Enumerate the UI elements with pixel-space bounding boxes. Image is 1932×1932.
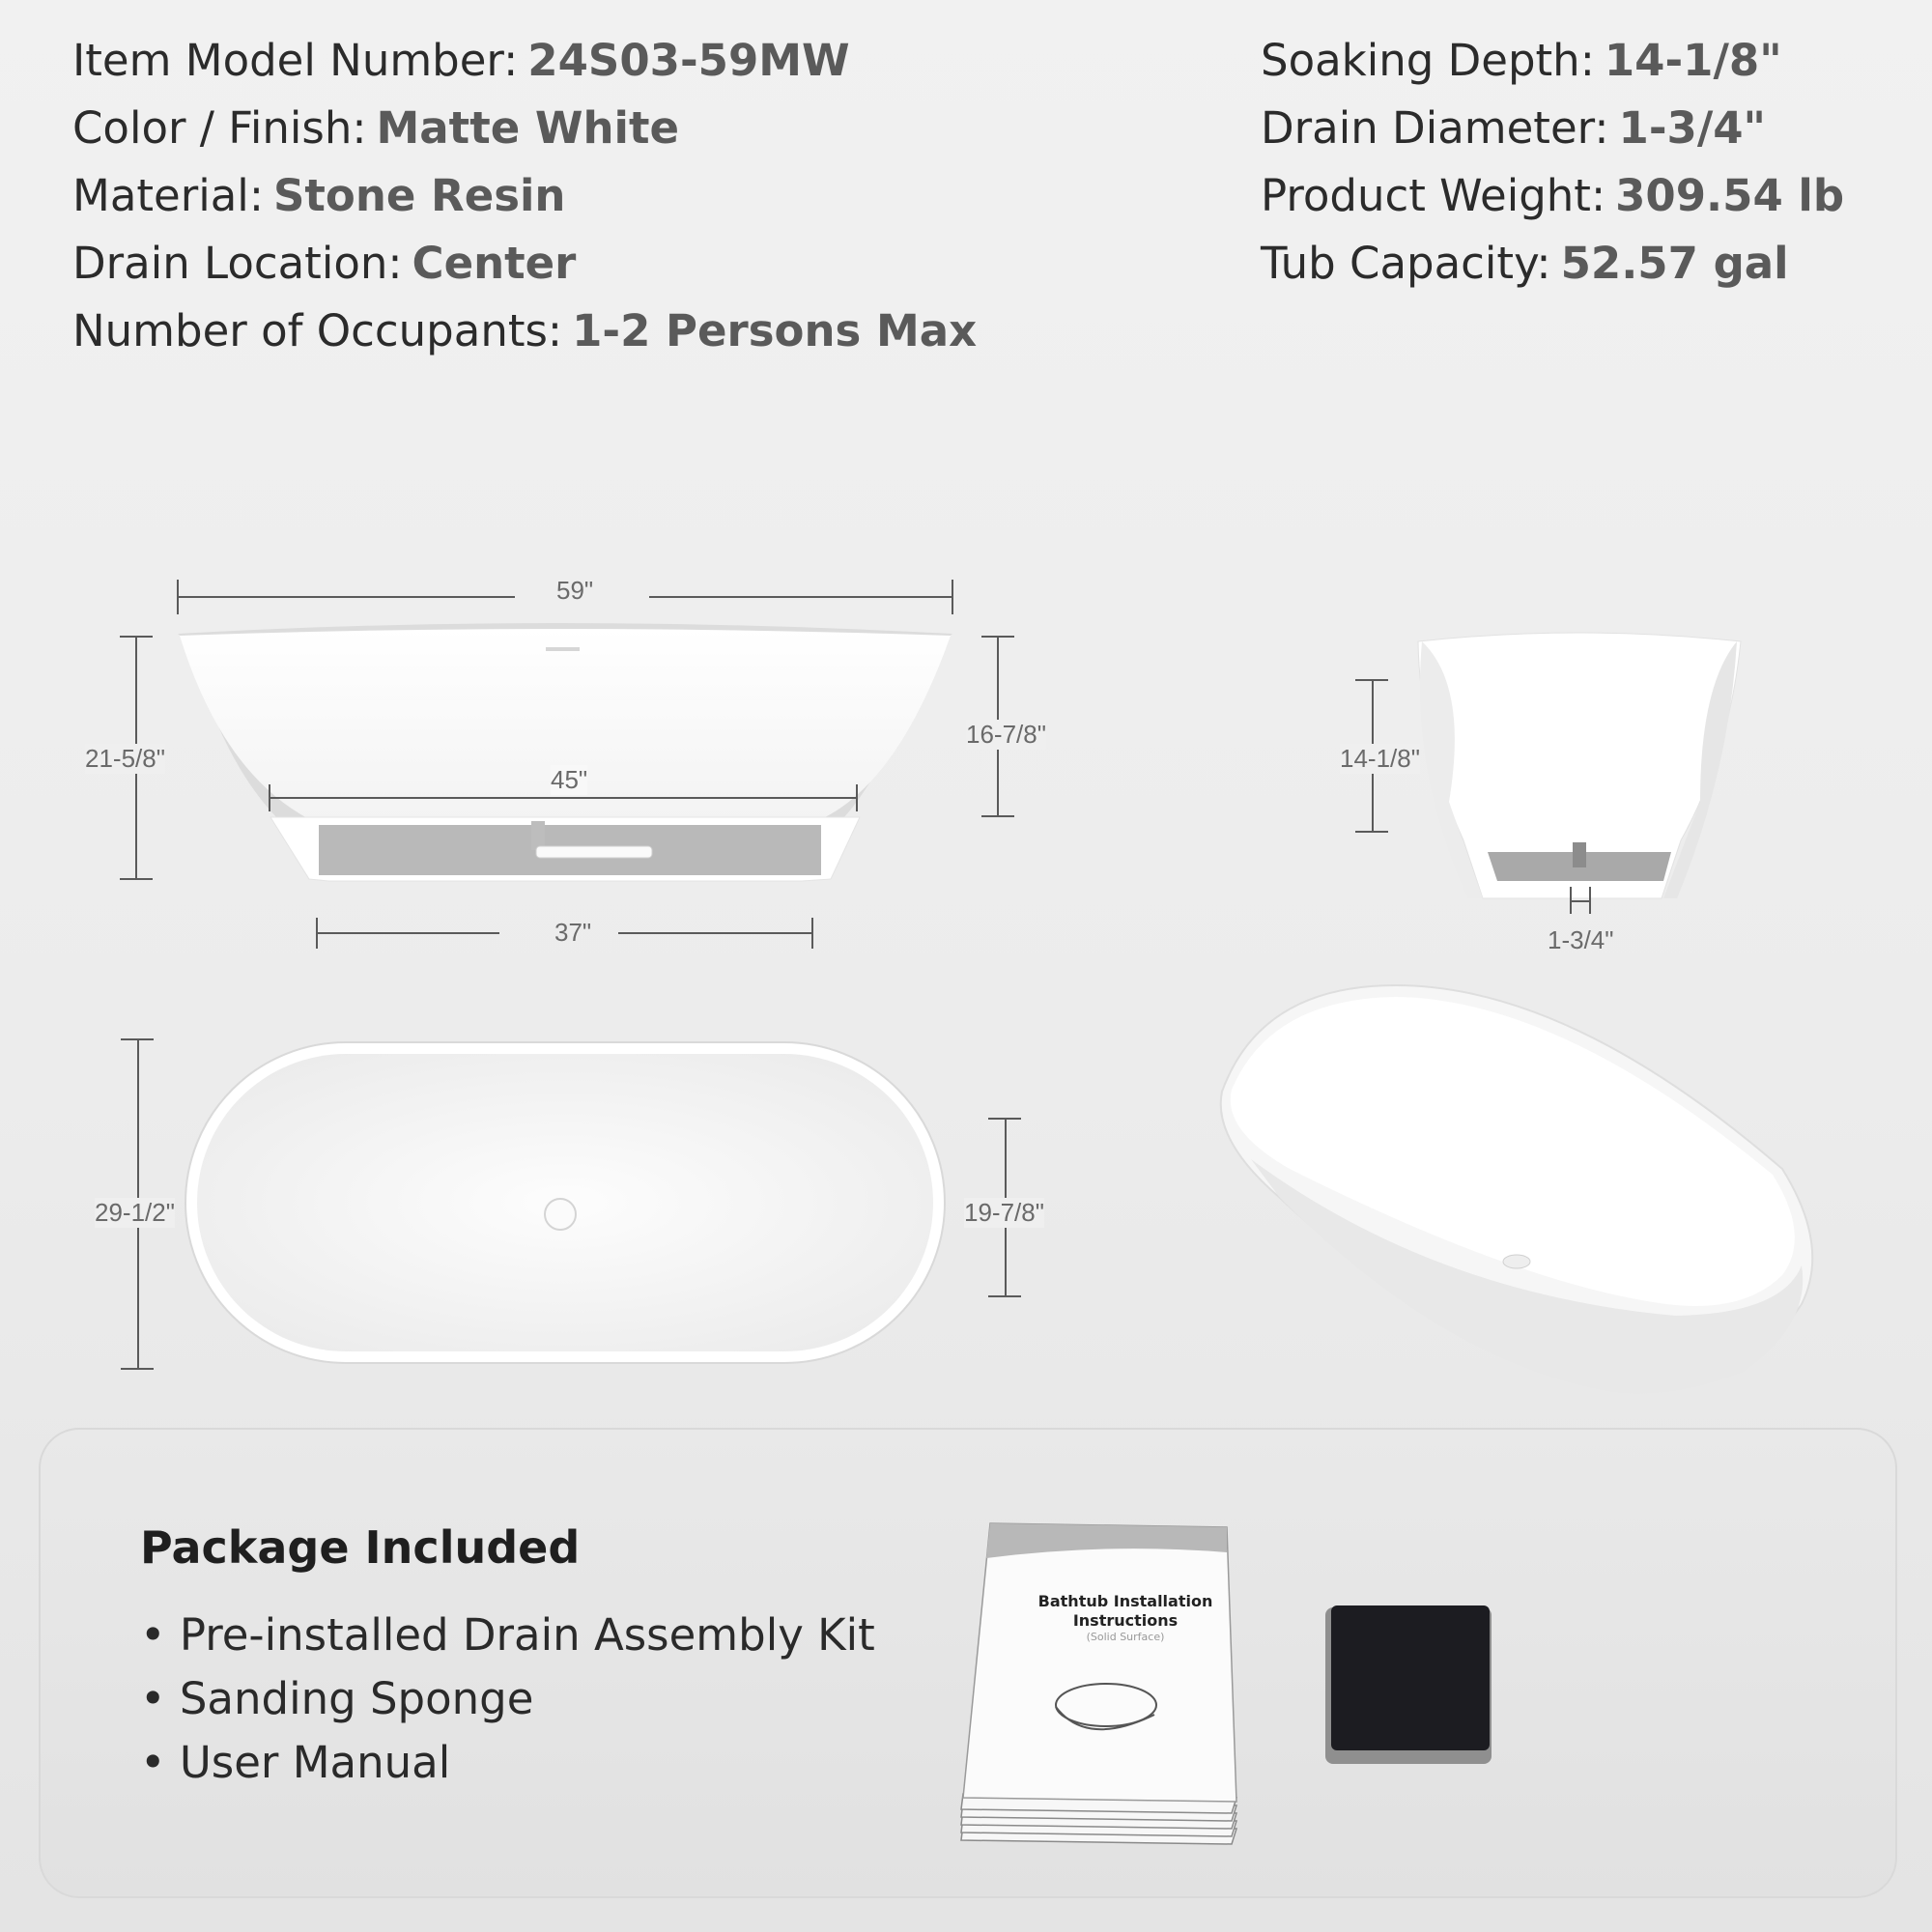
spec-model-number xyxy=(72,35,850,86)
dim-tick xyxy=(269,784,270,811)
dim-line-inner-length xyxy=(269,797,858,799)
manual-title: Bathtub Installation Instructions xyxy=(1037,1592,1213,1630)
spec-occupants xyxy=(72,305,977,356)
spec-label: Color / Finish: xyxy=(72,102,367,154)
dim-tick xyxy=(952,580,953,614)
spec-value: Stone Resin xyxy=(272,170,566,221)
dim-tick xyxy=(981,815,1014,817)
spec-label: Number of Occupants: xyxy=(72,305,563,356)
spec-value: 14-1/8" xyxy=(1604,35,1782,86)
tub-side-view xyxy=(1410,628,1748,908)
spec-value: 309.54 lb xyxy=(1615,170,1845,221)
dim-tick xyxy=(811,918,813,949)
dim-tick xyxy=(988,1295,1021,1297)
tub-top-view xyxy=(184,1038,947,1367)
package-list xyxy=(140,1604,875,1795)
list-item: • Pre-installed Drain Assembly Kit xyxy=(140,1604,875,1667)
dim-label-height: 21-5/8" xyxy=(85,744,165,773)
dim-label-inner-depth: 16-7/8" xyxy=(966,720,1046,749)
spec-label: Item Model Number: xyxy=(72,35,519,86)
dim-label-drain: 1-3/4" xyxy=(1548,925,1614,954)
tub-perspective-view xyxy=(1203,976,1821,1420)
dim-label-inner-length: 45" xyxy=(551,765,588,794)
dim-line-drain xyxy=(1570,900,1591,902)
spec-label: Drain Diameter: xyxy=(1261,102,1609,154)
spec-label: Drain Location: xyxy=(72,238,403,289)
tub-front-view xyxy=(164,618,966,889)
user-manual-image xyxy=(952,1521,1261,1850)
dim-label-base: 37" xyxy=(554,918,592,947)
package-title: Package Included xyxy=(140,1521,581,1574)
dim-tick xyxy=(120,878,153,880)
spec-tub-capacity xyxy=(1261,238,1789,289)
dim-tick xyxy=(856,784,858,811)
dim-tick xyxy=(1570,887,1572,914)
spec-drain-location xyxy=(72,238,576,289)
dim-tick xyxy=(988,1118,1021,1120)
dim-tick xyxy=(316,918,318,949)
spec-label: Product Weight: xyxy=(1261,170,1606,221)
manual-subtitle: (Solid Surface) xyxy=(1086,1631,1165,1643)
dim-tick xyxy=(120,636,153,638)
dim-tick xyxy=(121,1368,154,1370)
spec-material xyxy=(72,170,565,221)
dim-label-length: 59" xyxy=(556,576,594,605)
dim-tick xyxy=(1355,679,1388,681)
dim-tick xyxy=(177,580,179,614)
dim-tick xyxy=(1355,831,1388,833)
dim-label-width: 29-1/2" xyxy=(95,1198,175,1227)
spec-value: Matte White xyxy=(376,102,680,154)
dim-line-59 xyxy=(177,596,515,598)
dim-line-base xyxy=(316,932,499,934)
dim-line-59-b xyxy=(649,596,952,598)
sanding-sponge-image xyxy=(1323,1604,1497,1777)
dim-label-soaking: 14-1/8" xyxy=(1340,744,1420,773)
spec-label: Soaking Depth: xyxy=(1261,35,1595,86)
dim-tick xyxy=(121,1038,154,1040)
spec-label: Tub Capacity: xyxy=(1261,238,1551,289)
spec-value: 1-3/4" xyxy=(1618,102,1767,154)
spec-drain-diameter xyxy=(1261,102,1766,154)
spec-value: 24S03-59MW xyxy=(527,35,850,86)
dim-line-base-b xyxy=(618,932,811,934)
dim-tick xyxy=(1589,887,1591,914)
spec-color-finish xyxy=(72,102,679,154)
list-item: • User Manual xyxy=(140,1731,875,1795)
spec-soaking-depth xyxy=(1261,35,1782,86)
spec-value: Center xyxy=(412,238,577,289)
dim-tick xyxy=(981,636,1014,638)
spec-product-weight xyxy=(1261,170,1844,221)
list-item: • Sanding Sponge xyxy=(140,1667,875,1731)
spec-value: 52.57 gal xyxy=(1560,238,1789,289)
spec-value: 1-2 Persons Max xyxy=(572,305,978,356)
spec-label: Material: xyxy=(72,170,264,221)
dim-label-inner-width: 19-7/8" xyxy=(964,1198,1044,1227)
